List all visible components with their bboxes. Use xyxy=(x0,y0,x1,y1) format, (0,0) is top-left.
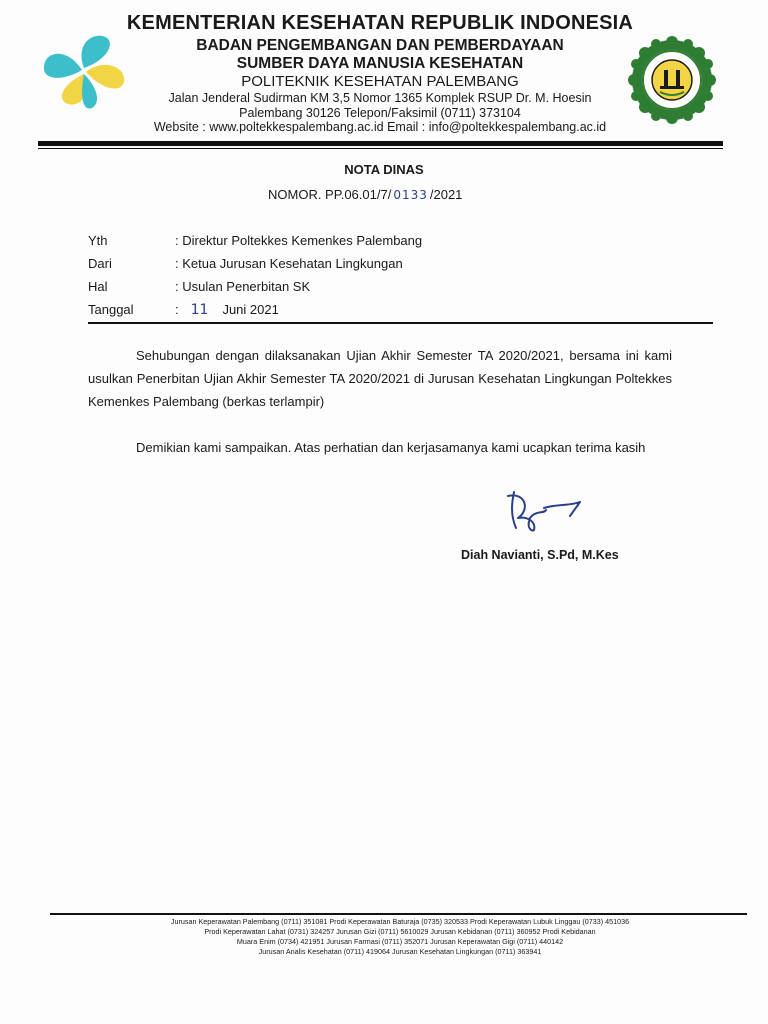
field-value-yth: : Direktur Poltekkes Kemenkes Palembang xyxy=(175,233,423,248)
footer-divider xyxy=(50,913,747,915)
website-email-line: Website : www.poltekkespalembang.ac.id Email : info@poltekkespalembang.ac.id xyxy=(153,120,607,134)
agency-name-line2: SUMBER DAYA MANUSIA KESEHATAN xyxy=(236,55,524,72)
footer-line-3: Muara Enim (0734) 421951 Jurusan Farmasi (0711) 352071 Jurusan Keperawatan Gigi (0711) 440142 xyxy=(236,937,564,946)
memo-number xyxy=(268,187,462,202)
memo-title: NOTA DINAS xyxy=(344,162,424,177)
letterhead-divider-thick xyxy=(38,141,723,146)
address-line2: Palembang 30126 Telepon/Faksimil (0711) 373104 xyxy=(239,106,521,120)
memo-number-suffix: /2021 xyxy=(429,187,463,202)
memo-number-prefix: NOMOR. PP.06.01/7/ xyxy=(268,187,392,202)
header-fields-divider xyxy=(88,322,713,324)
tanggal-colon: : xyxy=(175,302,179,317)
institution-name: POLITEKNIK KESEHATAN PALEMBANG xyxy=(241,73,519,90)
signer-name: Diah Navianti, S.Pd, M.Kes xyxy=(461,548,619,562)
memo-number-handwritten: 0133 xyxy=(393,188,428,202)
address-line1: Jalan Jenderal Sudirman KM 3,5 Nomor 1365 Komplek RSUP Dr. M. Hoesin xyxy=(168,91,592,105)
handwritten-signature-icon xyxy=(500,488,590,534)
body-paragraph-2: Demikian kami sampaikan. Atas perhatian dan kerjasamanya kami ucapkan terima kasih xyxy=(136,440,646,455)
field-label-hal: Hal xyxy=(88,279,108,294)
ministry-name: KEMENTERIAN KESEHATAN REPUBLIK INDONESIA xyxy=(126,12,634,34)
field-value-dari: : Ketua Jurusan Kesehatan Lingkungan xyxy=(175,256,403,271)
footer-line-2: Prodi Keperawatan Lahat (0731) 324257 Jurusan Gizi (0711) 5610029 Jurusan Kebidanan (0711) 360952 Prodi Kebidanan xyxy=(204,927,596,936)
footer-line-4: Jurusan Analis Kesehatan (0711) 419064 Jurusan Kesehatan Lingkungan (0711) 363941 xyxy=(258,947,542,956)
field-label-dari: Dari xyxy=(88,256,112,271)
tanggal-month-year: Juni 2021 xyxy=(222,302,279,317)
field-label-yth: Yth xyxy=(88,233,108,248)
kemenkes-logo-icon xyxy=(38,30,130,112)
footer-line-1: Jurusan Keperawatan Palembang (0711) 351081 Prodi Keperawatan Baturaja (0735) 320533 Prodi Keperawatan Lubuk Linggau (0733) 451036 xyxy=(170,917,630,926)
letterhead-divider-thin xyxy=(38,148,723,149)
footer-contacts xyxy=(60,917,740,957)
body-paragraph-1: Sehubungan dengan dilaksanakan Ujian Akhir Semester TA 2020/2021, bersama ini kami usulkan Penerbitan Ujian Akhir Semester TA 2020/2021 di Jurusan Kesehatan Lingkungan Poltekkes Kemenkes Palembang (berkas terlampir) xyxy=(88,348,672,409)
tanggal-day-handwritten: 11 xyxy=(190,302,209,318)
agency-name-line1: BADAN PENGEMBANGAN DAN PEMBERDAYAAN xyxy=(196,37,564,54)
field-value-hal: : Usulan Penerbitan SK xyxy=(175,279,311,294)
field-label-tanggal: Tanggal xyxy=(88,302,134,317)
field-value-tanggal xyxy=(175,302,279,318)
